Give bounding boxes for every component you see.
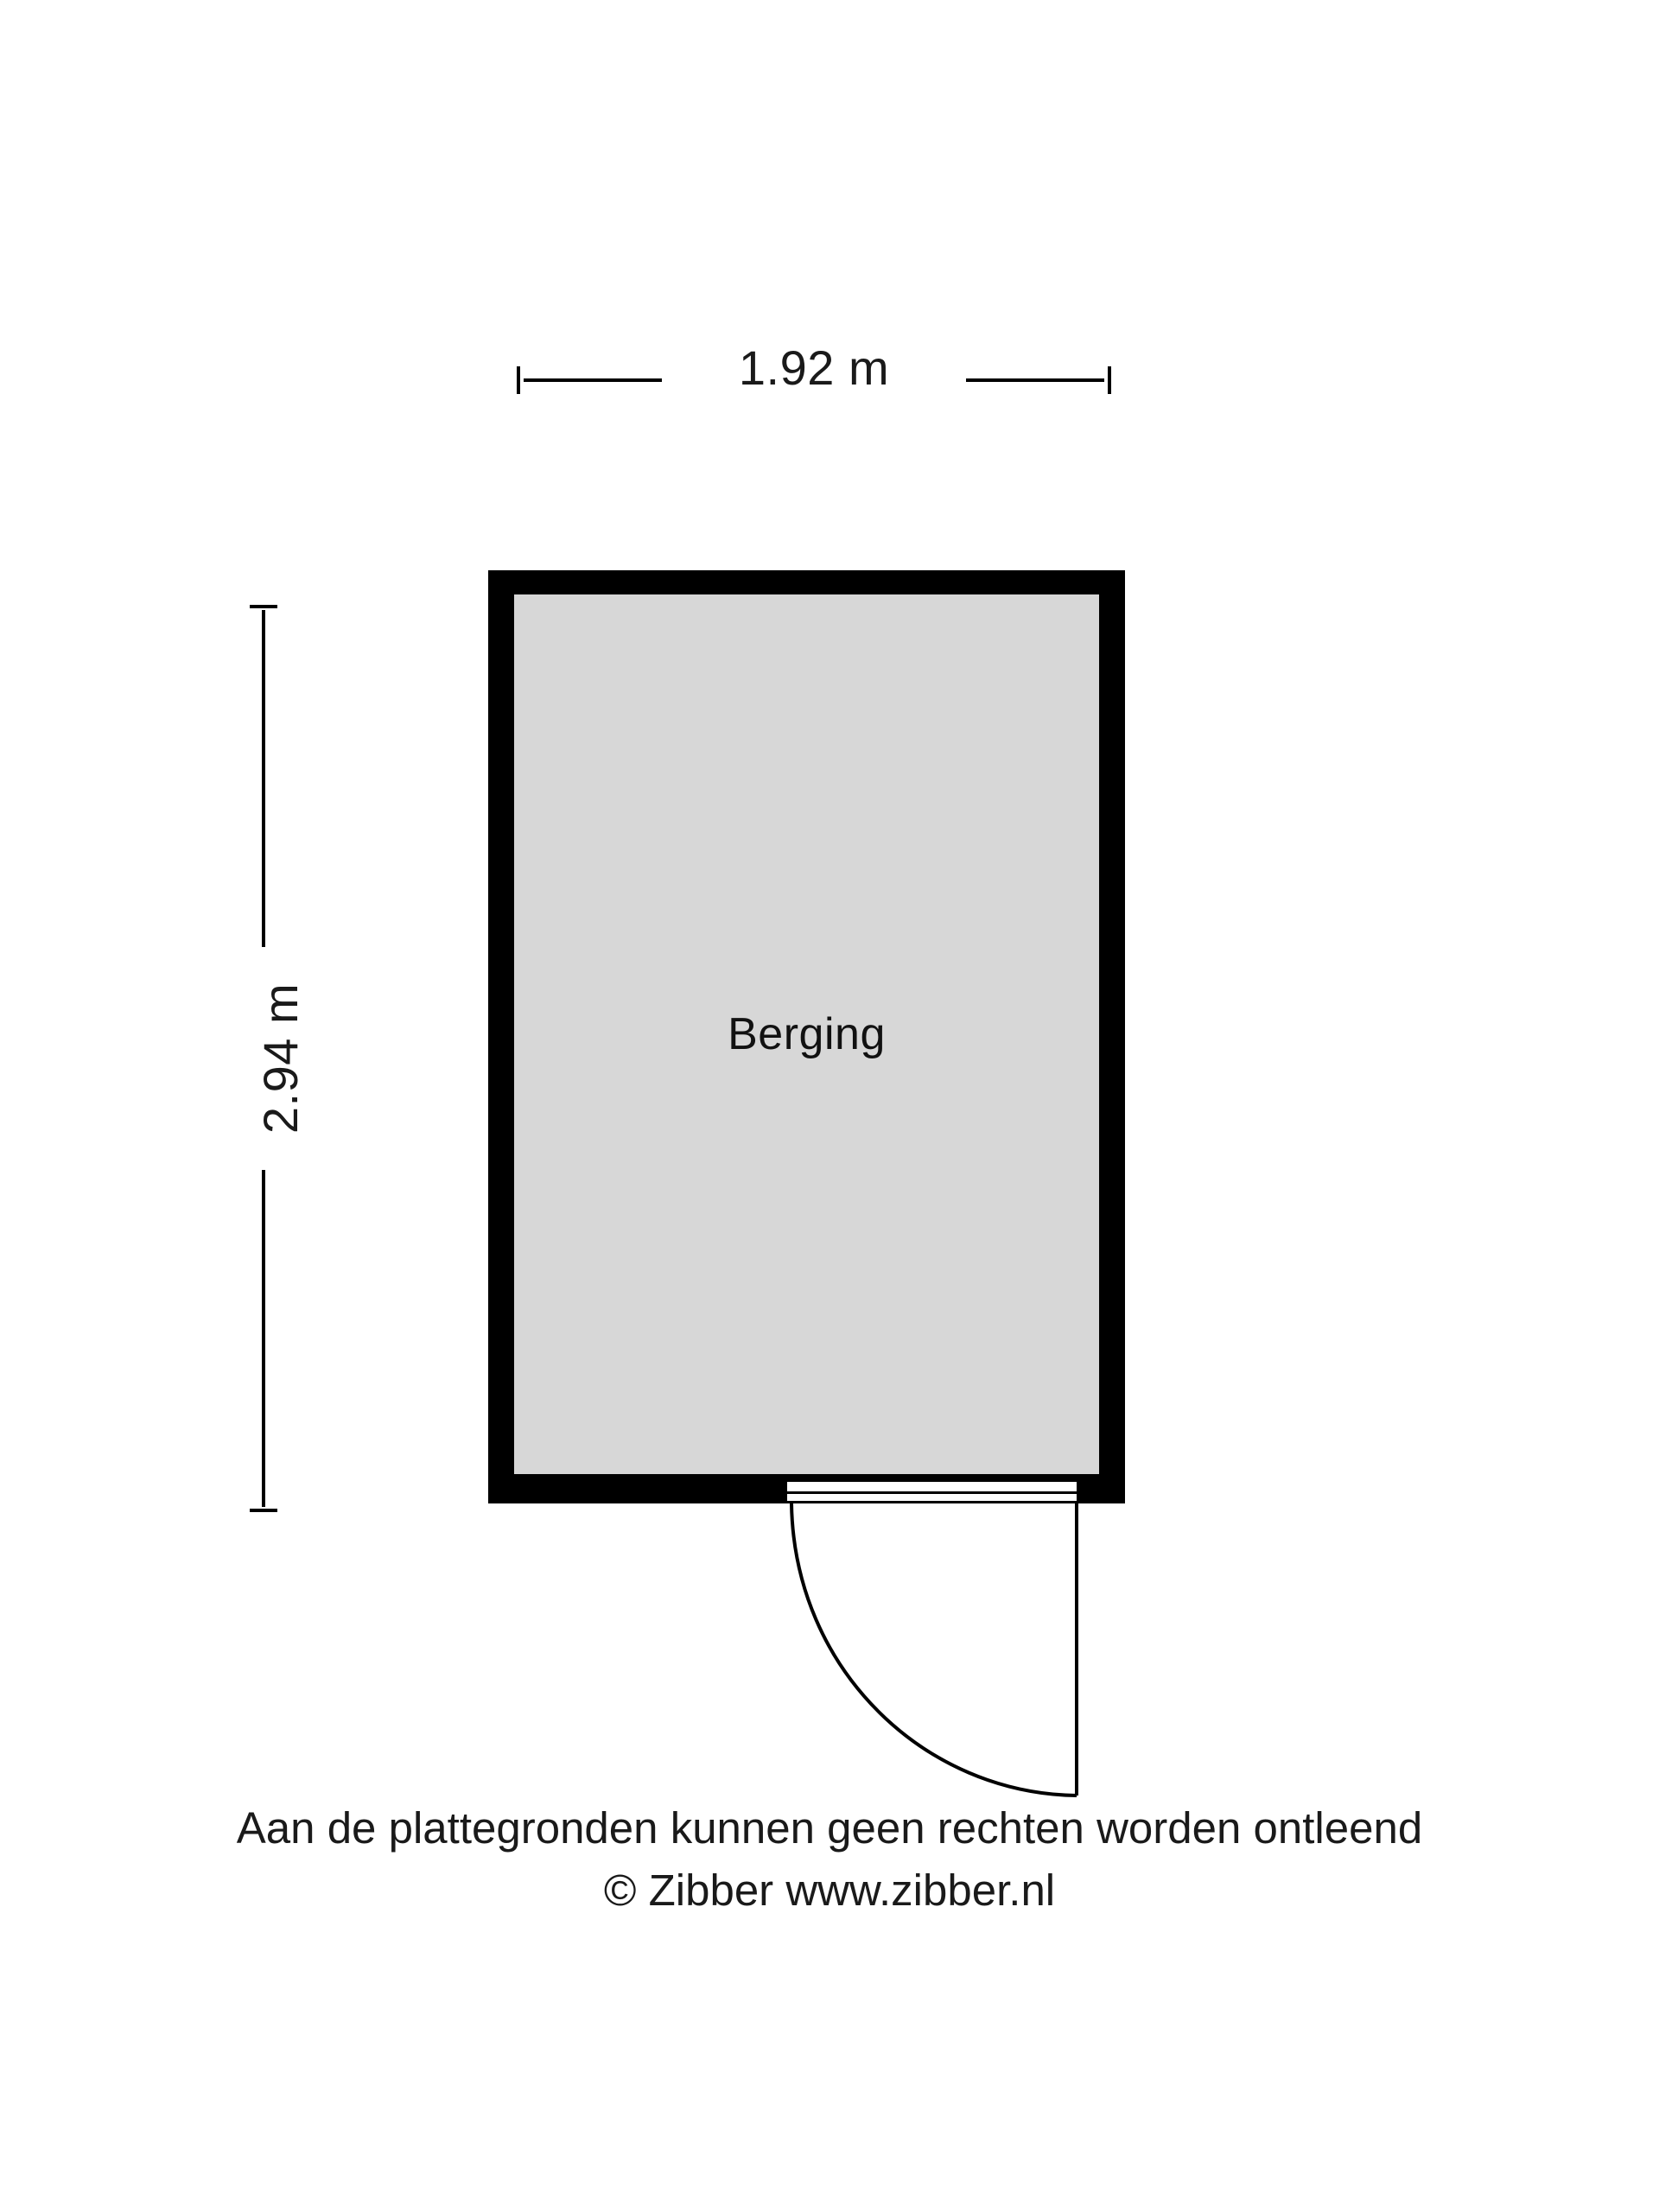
footer — [0, 1797, 1659, 1922]
dimension-height — [220, 605, 324, 1512]
room-interior — [514, 594, 1099, 1474]
footer-copyright: © Zibber www.zibber.nl — [603, 1866, 1056, 1915]
dimension-width-label: 1.92 m — [738, 340, 890, 395]
room-berging — [488, 570, 1125, 1503]
dimension-width — [517, 320, 1111, 397]
door-opening — [787, 1479, 1077, 1503]
door-swing-icon — [787, 1502, 1081, 1800]
dimension-height-tick-bottom — [250, 1509, 277, 1512]
door-threshold-line — [787, 1491, 1077, 1494]
room-label: Berging — [728, 1009, 886, 1059]
footer-disclaimer: Aan de plattegronden kunnen geen rechten worden ontleend — [236, 1803, 1423, 1853]
dimension-height-label: 2.94 m — [253, 982, 308, 1135]
dimension-height-tick-top — [250, 605, 277, 608]
